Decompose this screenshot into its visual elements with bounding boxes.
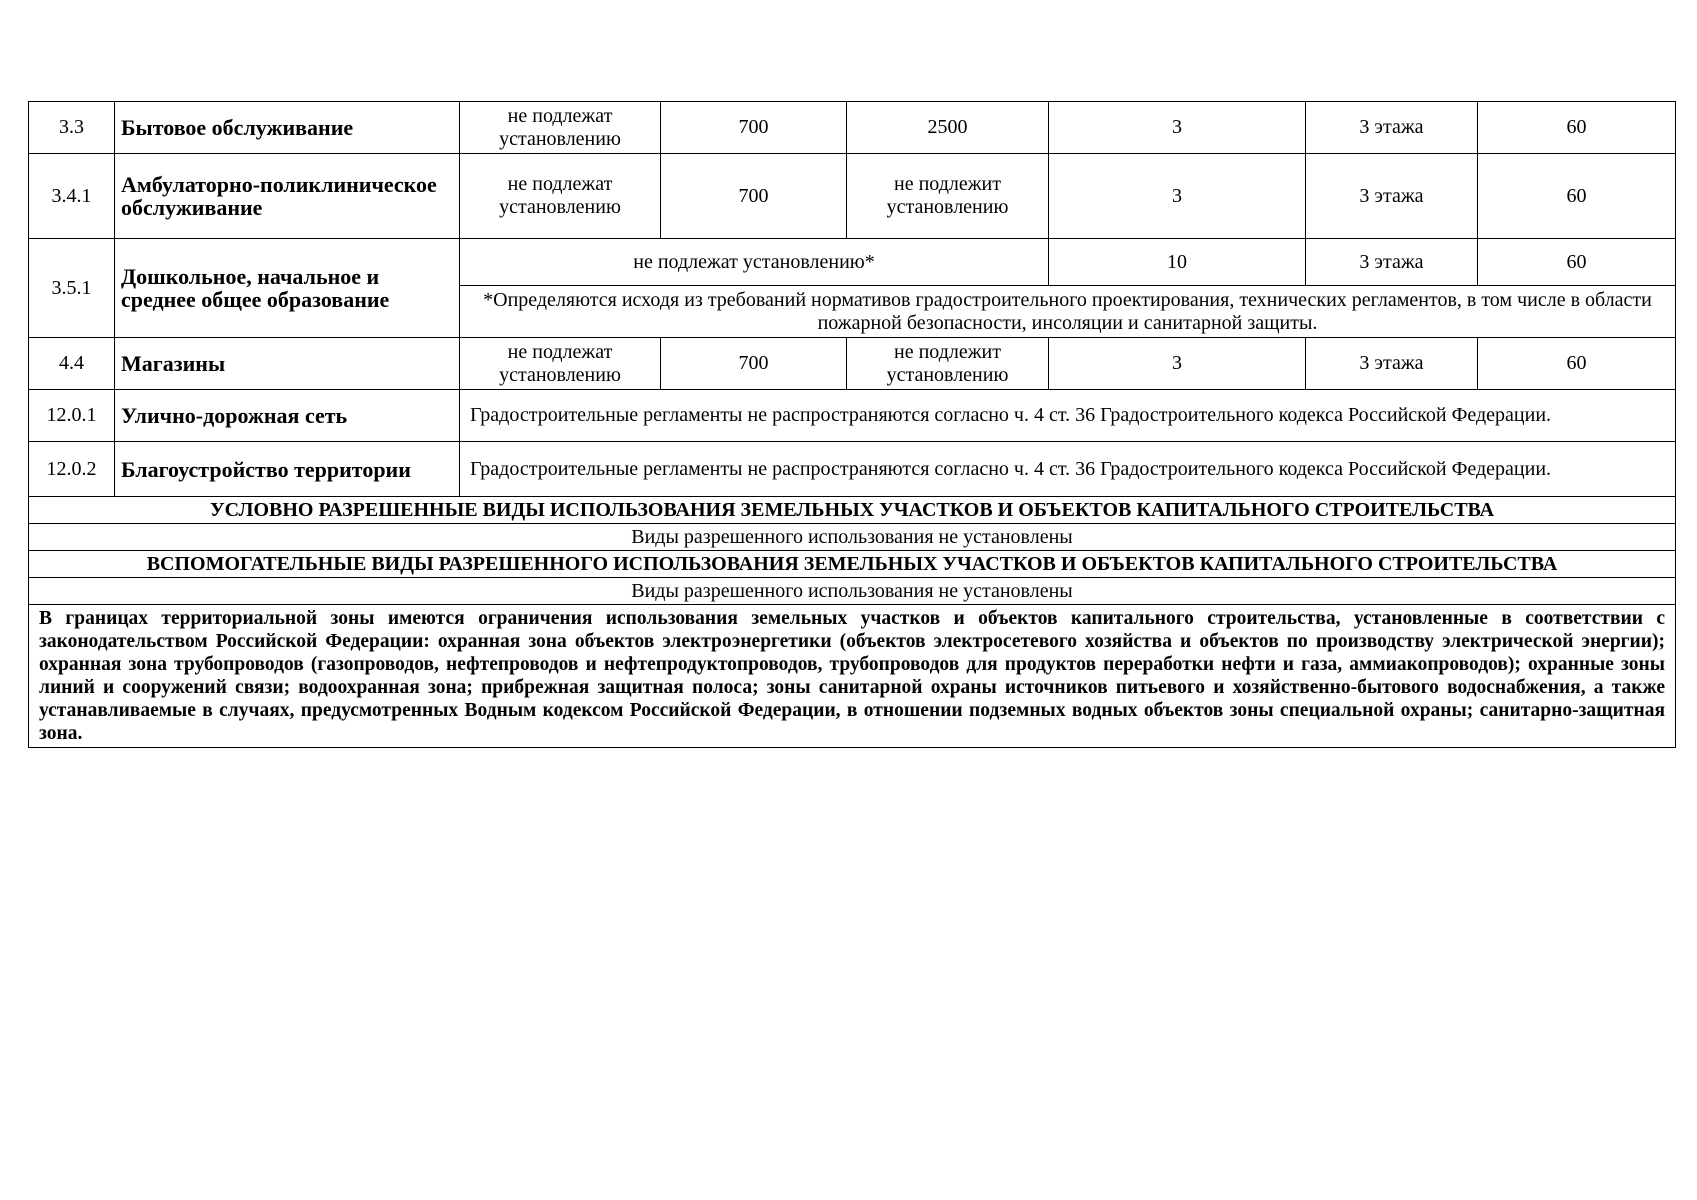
- conditional-section-title: УСЛОВНО РАЗРЕШЕННЫЕ ВИДЫ ИСПОЛЬЗОВАНИЯ ЗЕМЕЛЬНЫХ УЧАСТКОВ И ОБЪЕКТОВ КАПИТАЛЬНОГО СТРОИТЕЛЬСТВА: [29, 497, 1676, 524]
- table-row: [29, 154, 1676, 239]
- section-note-row: [29, 524, 1676, 551]
- table-row: [29, 102, 1676, 154]
- section-header-row: [29, 497, 1676, 524]
- row-cell: не подлежит установлению: [847, 154, 1049, 239]
- row-cell: не подлежат установлению: [460, 338, 661, 390]
- row-cell: не подлежат установлению: [460, 154, 661, 239]
- restrictions-row: [29, 605, 1676, 748]
- row-code: 12.0.2: [29, 442, 115, 497]
- restrictions-text: В границах территориальной зоны имеются ограничения использования земельных участков и объектов капитального строительства, установленные в соответствии с законодательством Российской Федерации: охранная зона объектов электроэнергетики (объектов электросетевого хозяйства и объектов по производству электрической энергии); охранная зона трубопроводов (газопроводов, нефтепроводов и нефтепродуктопроводов, трубопроводов для продуктов переработки нефти и газа, аммиакопроводов); охранные зоны линий и сооружений связи; водоохранная зона; прибрежная защитная полоса; зоны санитарной охраны источников питьевого и хозяйственно-бытового водоснабжения, а также устанавливаемые в случаях, предусмотренных Водным кодексом Российской Федерации, в отношении подземных водных объектов зоны специальной охраны; санитарно-защитная зона.: [29, 605, 1676, 748]
- row-cell: 60: [1478, 102, 1676, 154]
- table-row: [29, 442, 1676, 497]
- section-note-row: [29, 578, 1676, 605]
- table-row: [29, 338, 1676, 390]
- row-name: Бытовое обслуживание: [115, 102, 460, 154]
- row-name: Магазины: [115, 338, 460, 390]
- row-code: 3.3: [29, 102, 115, 154]
- auxiliary-section-title: ВСПОМОГАТЕЛЬНЫЕ ВИДЫ РАЗРЕШЕННОГО ИСПОЛЬЗОВАНИЯ ЗЕМЕЛЬНЫХ УЧАСТКОВ И ОБЪЕКТОВ КАПИТАЛЬНОГО СТРОИТЕЛЬСТВА: [29, 551, 1676, 578]
- conditional-section-text: Виды разрешенного использования не установлены: [29, 524, 1676, 551]
- row-cell: 3: [1049, 338, 1306, 390]
- row-code: 3.5.1: [29, 239, 115, 338]
- row-name: Амбулаторно-поликлиническое обслуживание: [115, 154, 460, 239]
- row-text: Градостроительные регламенты не распространяются согласно ч. 4 ст. 36 Градостроительного кодекса Российской Федерации.: [460, 390, 1676, 442]
- row-cell: 3 этажа: [1306, 338, 1478, 390]
- row-cell: не подлежат установлению: [460, 102, 661, 154]
- row-cell: 2500: [847, 102, 1049, 154]
- table-row: [29, 390, 1676, 442]
- row-name: Улично-дорожная сеть: [115, 390, 460, 442]
- row-cell: 60: [1478, 154, 1676, 239]
- row-cell: 60: [1478, 239, 1676, 286]
- row-text: Градостроительные регламенты не распространяются согласно ч. 4 ст. 36 Градостроительного кодекса Российской Федерации.: [460, 442, 1676, 497]
- regulations-table: [28, 101, 1676, 748]
- row-cell: 10: [1049, 239, 1306, 286]
- row-cell: 60: [1478, 338, 1676, 390]
- row-cell: 3 этажа: [1306, 154, 1478, 239]
- row-note: *Определяются исходя из требований нормативов градостроительного проектирования, технических регламентов, в том числе в области пожарной безопасности, инсоляции и санитарной защиты.: [460, 286, 1676, 338]
- table-row: [29, 239, 1676, 286]
- row-cell: 3 этажа: [1306, 102, 1478, 154]
- row-code: 12.0.1: [29, 390, 115, 442]
- row-code: 3.4.1: [29, 154, 115, 239]
- row-cell: 700: [661, 154, 847, 239]
- row-cell: 700: [661, 102, 847, 154]
- row-name: Благоустройство территории: [115, 442, 460, 497]
- row-name: Дошкольное, начальное и среднее общее образование: [115, 239, 460, 338]
- row-cell: не подлежит установлению: [847, 338, 1049, 390]
- row-code: 4.4: [29, 338, 115, 390]
- row-cell: 3: [1049, 154, 1306, 239]
- row-cell: 3 этажа: [1306, 239, 1478, 286]
- row-cell: 3: [1049, 102, 1306, 154]
- section-header-row: [29, 551, 1676, 578]
- row-cell: 700: [661, 338, 847, 390]
- auxiliary-section-text: Виды разрешенного использования не установлены: [29, 578, 1676, 605]
- row-merged-cell: не подлежат установлению*: [460, 239, 1049, 286]
